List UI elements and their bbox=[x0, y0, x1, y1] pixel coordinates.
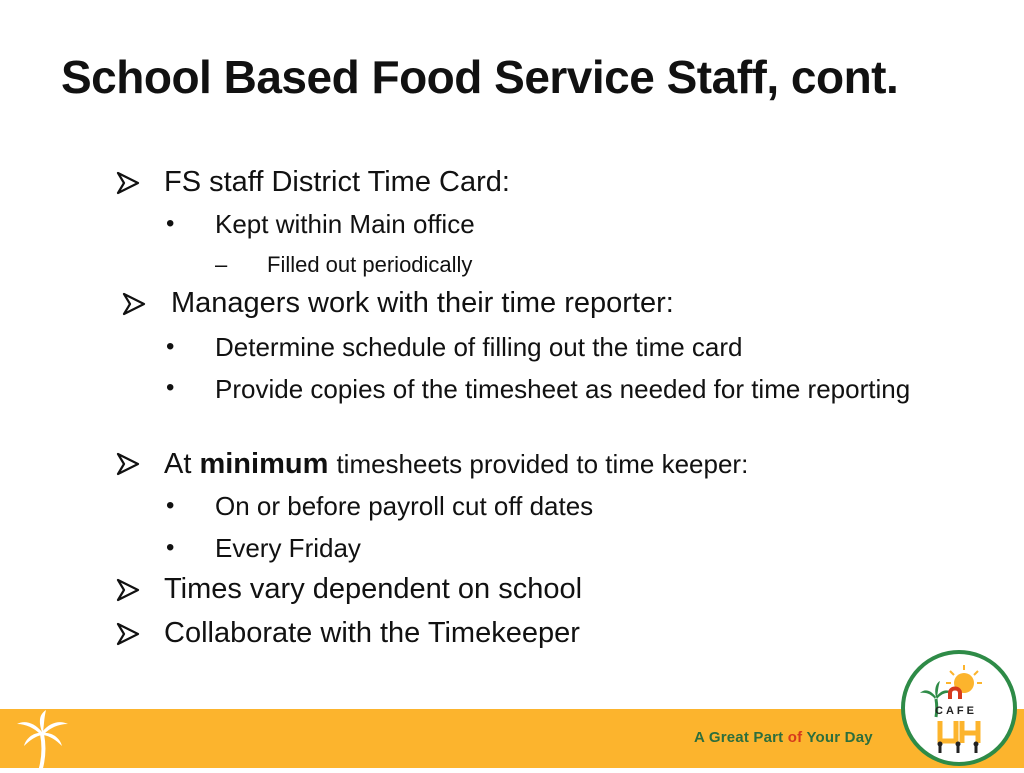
bullet-text: Collaborate with the Timekeeper bbox=[164, 617, 580, 649]
dot-bullet: • bbox=[166, 534, 175, 561]
arrow-bullet-icon bbox=[122, 292, 146, 316]
bullet-text-suffix: timesheets provided to time keeper: bbox=[336, 449, 749, 479]
dot-bullet: • bbox=[166, 333, 175, 360]
sub-bullet-text: Provide copies of the timesheet as needed for time reporting bbox=[215, 374, 911, 404]
arrow-bullet-icon bbox=[116, 622, 140, 646]
dot-bullet: • bbox=[166, 210, 175, 237]
dot-bullet: • bbox=[166, 374, 175, 401]
sub-bullet-text: Determine schedule of filling out the time card bbox=[215, 332, 743, 362]
palm-tree-icon bbox=[14, 710, 74, 773]
sub-bullet-text: On or before payroll cut off dates bbox=[215, 491, 594, 521]
arrow-bullet-icon bbox=[116, 452, 140, 476]
logo-text: CAFE bbox=[935, 705, 977, 717]
dot-bullet: • bbox=[166, 492, 175, 519]
bullet-text: Managers work with their time reporter: bbox=[171, 287, 674, 319]
bullet-text-prefix: At bbox=[164, 448, 192, 480]
footer-tagline bbox=[694, 729, 873, 746]
bullet-text-emphasis: minimum bbox=[199, 448, 329, 480]
tagline-of: of bbox=[787, 729, 803, 746]
bullet-text: FS staff District Time Card: bbox=[164, 166, 510, 198]
sub-bullet-text: Kept within Main office bbox=[215, 209, 475, 239]
arrow-bullet-icon bbox=[116, 171, 140, 195]
bullet-text bbox=[164, 448, 748, 481]
tagline-part-a: A Great Part bbox=[694, 729, 784, 746]
dash-bullet: – bbox=[215, 252, 228, 277]
slide-title: School Based Food Service Staff, cont. bbox=[61, 51, 899, 103]
sub-sub-bullet-text: Filled out periodically bbox=[267, 252, 473, 277]
tagline-part-b: Your Day bbox=[806, 729, 873, 746]
sub-bullet-text: Every Friday bbox=[215, 533, 361, 563]
arrow-bullet-icon bbox=[116, 578, 140, 602]
bullet-text: Times vary dependent on school bbox=[164, 573, 583, 605]
